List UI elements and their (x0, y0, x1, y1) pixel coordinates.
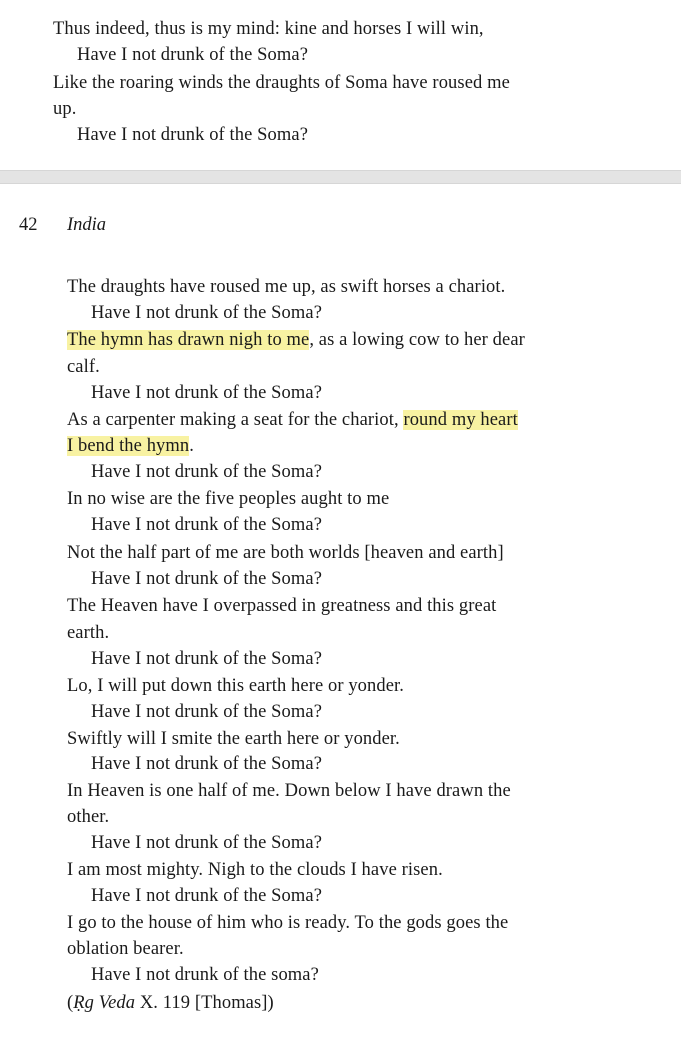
verse-line: earth. (67, 623, 110, 643)
verse-line: Swiftly will I smite the earth here or yonder. (67, 729, 400, 749)
refrain-line: Have I not drunk of the Soma? (91, 303, 323, 323)
verse-line: Lo, I will put down this earth here or yonder. (67, 676, 405, 696)
refrain-line: Have I not drunk of the Soma? (91, 886, 323, 906)
verse-line: up. (53, 99, 77, 119)
verse-line: Thus indeed, thus is my mind: kine and horses I will win, (53, 19, 484, 39)
verse-line: other. (67, 807, 110, 827)
verse-text: , as a lowing cow to her dear (309, 330, 525, 350)
verse-line: oblation bearer. (67, 939, 184, 959)
refrain-line: Have I not drunk of the Soma? (91, 515, 323, 535)
page-divider (0, 170, 681, 184)
verse-line: In no wise are the five peoples aught to me (67, 489, 390, 509)
verse-line: Like the roaring winds the draughts of Soma have roused me (53, 73, 510, 93)
highlighted-text: The hymn has drawn nigh to me (67, 330, 310, 350)
verse-line: The Heaven have I overpassed in greatness and this great (67, 596, 497, 616)
page-number: 42 (19, 215, 38, 235)
verse-line: I am most mighty. Nigh to the clouds I have risen. (67, 860, 443, 880)
verse-line: In Heaven is one half of me. Down below I have drawn the (67, 781, 511, 801)
refrain-line: Have I not drunk of the Soma? (91, 833, 323, 853)
book-page-42 (0, 184, 681, 1039)
verse-line: Not the half part of me are both worlds [heaven and earth] (67, 543, 504, 563)
verse-line: I go to the house of him who is ready. To the gods goes the (67, 913, 509, 933)
verse-line (67, 407, 518, 433)
verse-line (67, 327, 525, 353)
top-page-fragment (0, 0, 681, 170)
running-head: India (67, 215, 107, 235)
verse-line (67, 433, 194, 459)
refrain-line: Have I not drunk of the Soma? (91, 569, 323, 589)
refrain-line: Have I not drunk of the soma? (91, 965, 319, 985)
refrain-line: Have I not drunk of the Soma? (91, 462, 323, 482)
verse-text: As a carpenter making a seat for the chariot, (67, 410, 404, 430)
refrain-line: Have I not drunk of the Soma? (91, 649, 323, 669)
refrain-line: Have I not drunk of the Soma? (91, 702, 323, 722)
citation-source: Ṛg Veda (73, 993, 136, 1013)
verse-line: calf. (67, 357, 100, 377)
refrain-line: Have I not drunk of the Soma? (77, 125, 309, 145)
refrain-line: Have I not drunk of the Soma? (77, 45, 309, 65)
refrain-line: Have I not drunk of the Soma? (91, 383, 323, 403)
highlighted-text: round my heart (403, 410, 518, 430)
verse-text: . (189, 436, 194, 456)
refrain-line: Have I not drunk of the Soma? (91, 754, 323, 774)
highlighted-text: I bend the hymn (67, 436, 190, 456)
citation-open: ( (67, 993, 74, 1013)
citation (67, 990, 274, 1016)
citation-ref: X. 119 [Thomas]) (135, 993, 274, 1013)
verse-line: The draughts have roused me up, as swift horses a chariot. (67, 277, 506, 297)
